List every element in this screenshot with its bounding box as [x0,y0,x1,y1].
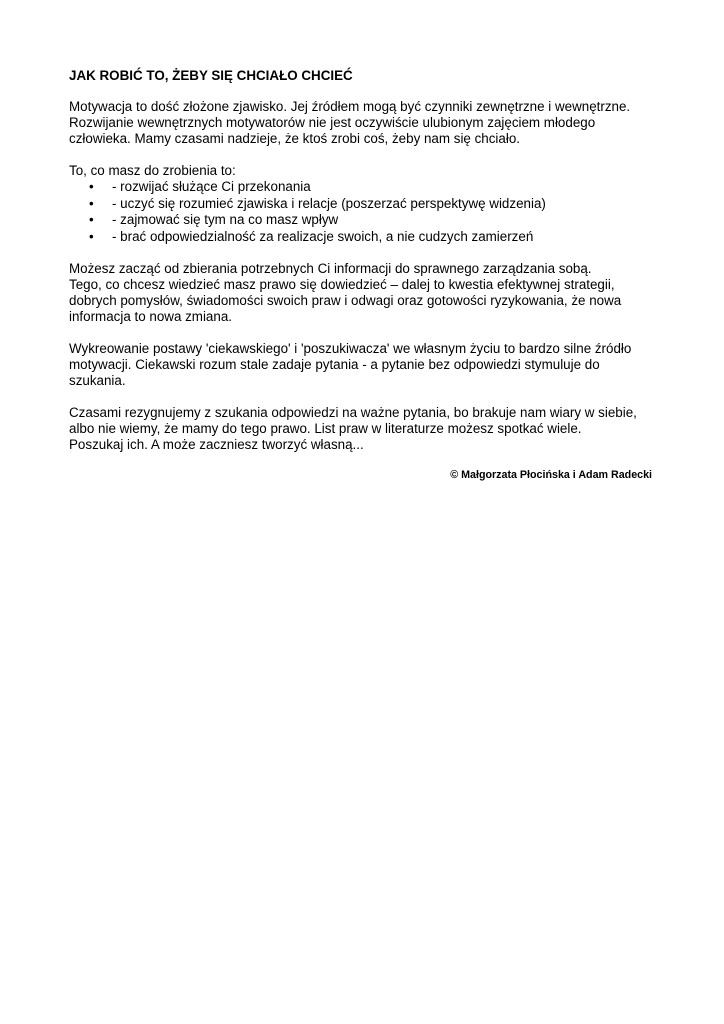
text-line: szukania. [69,373,126,388]
text-line: Motywacja to dość złożone zjawisko. Jej źródłem mogą być czynniki zewnętrzne i wewnętrzne. [69,99,631,114]
text-line: Możesz zacząć od zbierania potrzebnych Ci informacji do sprawnego zarządzania sobą. [69,261,592,276]
bullet-icon: • [89,195,94,211]
list-item [69,179,654,196]
paragraph-intro [69,99,654,147]
paragraph-start [69,261,654,325]
text-line: Wykreowanie postawy 'ciekawskiego' i 'poszukiwacza' we własnym życiu to bardzo silne źródło [69,341,632,356]
bullet-icon: • [89,212,94,227]
text-line: Czasami rezygnujemy z szukania odpowiedzi na ważne pytania, bo brakuje nam wiary w siebie, [69,405,637,420]
todo-list [69,179,654,245]
copyright-footer: © Małgorzata Płocińska i Adam Radecki [450,469,652,481]
text-line: dobrych pomysłów, świadomości swoich praw i odwagi oraz gotowości ryzykowania, że nowa [69,293,622,308]
text-line: człowieka. Mamy czasami nadzieje, że ktoś zrobi coś, żeby nam się chciało. [69,131,520,146]
text-line: informacja to nowa zmiana. [69,309,232,324]
document-title: JAK ROBIĆ TO, ŻEBY SIĘ CHCIAŁO CHCIEĆ [69,68,353,83]
paragraph-todo-intro [69,163,654,179]
list-item [69,212,654,229]
text-line: Poszukaj ich. A może zaczniesz tworzyć własną... [69,437,364,452]
list-item-text: - zajmować się tym na co masz wpływ [112,212,339,227]
document-page [69,67,654,481]
list-item-text: - uczyć się rozumieć zjawiska i relacje (poszerzać perspektywę widzenia) [112,195,546,211]
text-line: To, co masz do zrobienia to: [69,163,236,178]
text-line: albo nie wiemy, że mamy do tego prawo. List praw w literaturze możesz spotkać wiele. [69,421,582,436]
text-line: Tego, co chcesz wiedzieć masz prawo się dowiedzieć – dalej to kwestia efektywnej strategii, [69,277,615,292]
list-item-text: - rozwijać służące Ci przekonania [112,179,311,194]
bullet-icon: • [89,228,94,244]
list-item [69,196,654,213]
list-item-text: - brać odpowiedzialność za realizacje swoich, a nie cudzych zamierzeń [112,228,534,244]
text-line: motywacji. Ciekawski rozum stale zadaje pytania - a pytanie bez odpowiedzi stymuluje do [69,357,600,372]
paragraph-rights [69,405,654,453]
bullet-icon: • [89,179,94,194]
list-item [69,229,654,246]
paragraph-curiosity [69,341,654,389]
text-line: Rozwijanie wewnętrznych motywatorów nie jest oczywiście ulubionym zajęciem młodego [69,115,596,130]
